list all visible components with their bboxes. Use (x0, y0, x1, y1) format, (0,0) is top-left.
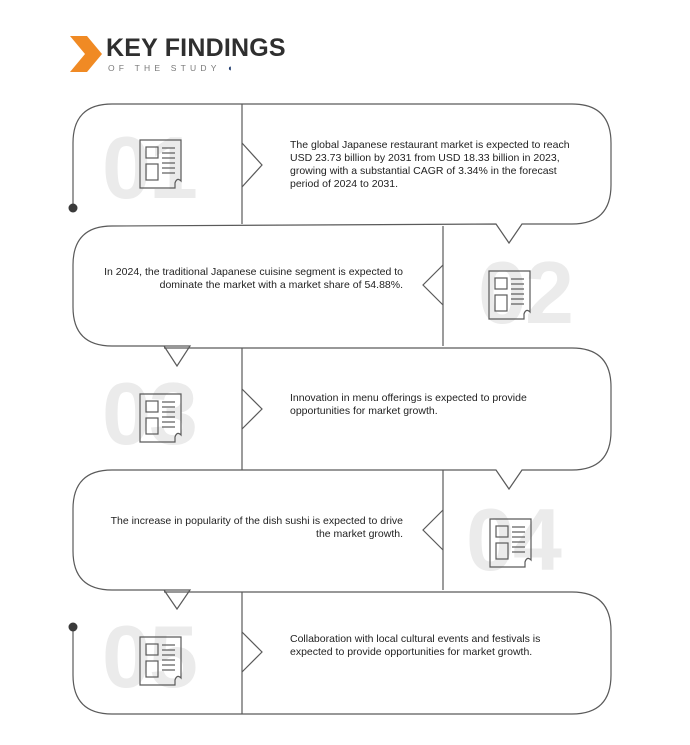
finding-number: 03 (102, 364, 196, 463)
finding-text: Innovation in menu offerings is expected to provide opportunities for market growth. (290, 392, 527, 417)
finding-text: In 2024, the traditional Japanese cuisine segment is expected to dominate the market with a market share of 54.88%. (104, 266, 403, 291)
finding-number: 05 (102, 607, 196, 706)
finding-text: The global Japanese restaurant market is expected to reach USD 23.73 billion by 2031 from USD 18.33 billion in 2023, growing with a substantial CAGR of 3.34% in the forecast period of 2024 to 2031. (290, 139, 570, 190)
finding-number: 02 (478, 243, 572, 342)
finding-text: The increase in popularity of the dish sushi is expected to drive the market growth. (110, 515, 403, 540)
finding-number: 04 (466, 490, 560, 589)
finding-number: 01 (102, 118, 196, 217)
newspaper-icon (487, 516, 535, 570)
newspaper-icon (137, 137, 185, 191)
newspaper-icon (486, 268, 534, 322)
newspaper-icon (137, 391, 185, 445)
newspaper-icon (137, 634, 185, 688)
subtitle-mark: ◖ (227, 63, 233, 73)
finding-text: Collaboration with local cultural events and festivals is expected to provide opportunities for market growth. (290, 633, 541, 658)
page-title: KEY FINDINGS (106, 34, 286, 62)
subtitle-text: OF THE STUDY (108, 63, 221, 73)
